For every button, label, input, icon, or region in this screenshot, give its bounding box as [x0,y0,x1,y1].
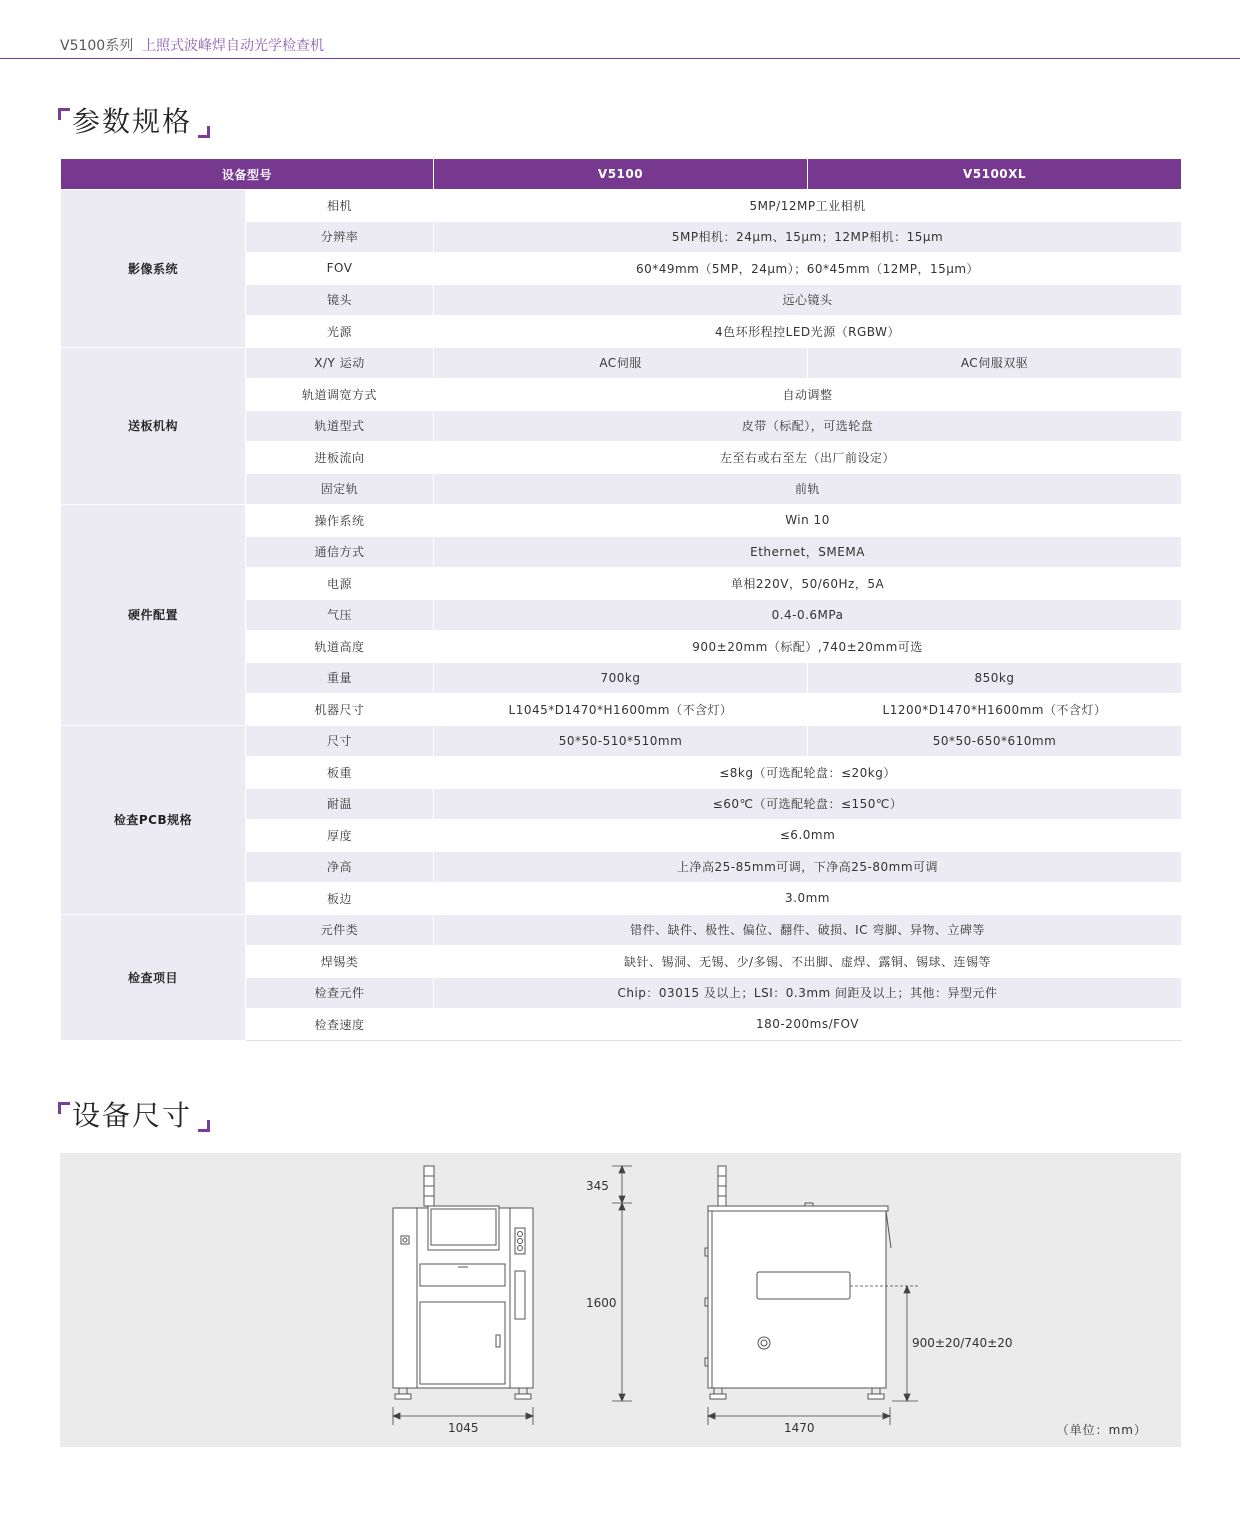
param-value: 5MP/12MP工业相机 [434,190,1182,222]
bracket-right-icon [198,126,210,138]
bracket-left-icon [58,1102,70,1114]
group-label: 送板机构 [61,347,246,505]
dims-section-title: 设备尺寸 [58,1096,218,1136]
param-label: 通信方式 [246,536,434,568]
param-label: 轨道型式 [246,410,434,442]
param-label: 进板流向 [246,442,434,474]
param-value: Chip：03015 及以上；LSI：0.3mm 间距及以上；其他：异型元件 [434,977,1182,1009]
rail-height-label: 900±20/740±20 [912,1336,1013,1350]
side-view-drawing [705,1166,891,1399]
param-value-v5100: AC伺服 [434,347,808,379]
series-name: V5100系列 [60,38,134,54]
param-value: ≤6.0mm [434,820,1182,852]
param-label: 轨道高度 [246,631,434,663]
header-col-v5100: V5100 [434,159,808,190]
param-value: Ethernet，SMEMA [434,536,1182,568]
param-value: ≤60℃（可选配轮盘：≤150℃） [434,788,1182,820]
param-value: 单相220V，50/60Hz，5A [434,568,1182,600]
param-label: 检查速度 [246,1009,434,1041]
param-value-v5100: L1045*D1470*H1600mm（不含灯） [434,694,808,726]
param-value: 皮带（标配），可选轮盘 [434,410,1182,442]
param-value: 左至右或右至左（出厂前设定） [434,442,1182,474]
param-value: 900±20mm（标配）,740±20mm可选 [434,631,1182,663]
param-value: 3.0mm [434,883,1182,915]
param-label: 气压 [246,599,434,631]
param-label: 板边 [246,883,434,915]
header-bar [0,0,1240,59]
param-label: X/Y 运动 [246,347,434,379]
table-row [61,914,1182,946]
param-value: 60*49mm（5MP，24μm）；60*45mm（12MP，15μm） [434,253,1182,285]
param-value: 180-200ms/FOV [434,1009,1182,1041]
param-label: 轨道调宽方式 [246,379,434,411]
param-label: 固定轨 [246,473,434,505]
bracket-left-icon [58,108,70,120]
machine-height-label: 1600 [586,1296,617,1310]
group-label: 硬件配置 [61,505,246,726]
machine-width-label: 1045 [448,1421,479,1435]
param-value-v5100xl: L1200*D1470*H1600mm（不含灯） [808,694,1182,726]
param-value: 缺针、锡洞、无锡、少/多锡、不出脚、虚焊、露铜、锡球、连锡等 [434,946,1182,978]
lamp-height-label: 345 [586,1179,609,1193]
param-label: 尺寸 [246,725,434,757]
header-col-v5100xl: V5100XL [808,159,1182,190]
param-label: 板重 [246,757,434,789]
param-label: 操作系统 [246,505,434,537]
param-value-v5100xl: 50*50-650*610mm [808,725,1182,757]
table-row [61,347,1182,379]
param-value: ≤8kg（可选配轮盘：≤20kg） [434,757,1182,789]
param-value-v5100xl: 850kg [808,662,1182,694]
param-value-v5100: 50*50-510*510mm [434,725,808,757]
param-label: 元件类 [246,914,434,946]
group-label: 影像系统 [61,190,246,348]
param-value: 远心镜头 [434,284,1182,316]
machine-depth-label: 1470 [784,1421,815,1435]
param-label: FOV [246,253,434,285]
param-label: 镜头 [246,284,434,316]
header-model: 设备型号 [61,159,434,190]
param-value: 5MP相机：24μm、15μm；12MP相机：15μm [434,221,1182,253]
param-value-v5100xl: AC伺服双驱 [808,347,1182,379]
table-row [61,505,1182,537]
spec-section-title: 参数规格 [58,102,218,142]
param-value: 自动调整 [434,379,1182,411]
param-label: 光源 [246,316,434,348]
param-label: 重量 [246,662,434,694]
bracket-right-icon [198,1120,210,1132]
param-label: 相机 [246,190,434,222]
param-label: 厚度 [246,820,434,852]
param-value: 错件、缺件、极性、偏位、翻件、破损、IC 弯脚、异物、立碑等 [434,914,1182,946]
param-label: 耐温 [246,788,434,820]
param-label: 电源 [246,568,434,600]
table-row [61,725,1182,757]
param-label: 机器尺寸 [246,694,434,726]
unit-note: （单位：mm） [1056,1423,1147,1437]
param-label: 净高 [246,851,434,883]
param-label: 分辨率 [246,221,434,253]
dimensions-panel [60,1153,1181,1447]
param-label: 焊锡类 [246,946,434,978]
param-value: 4色环形程控LED光源（RGBW） [434,316,1182,348]
param-value: 0.4-0.6MPa [434,599,1182,631]
table-header-row [61,159,1182,190]
machine-dimension-drawing [60,1153,1181,1447]
product-title: 上照式波峰焊自动光学检查机 [142,38,324,54]
param-value: 前轨 [434,473,1182,505]
table-row [61,190,1182,222]
param-value: Win 10 [434,505,1182,537]
param-value: 上净高25-85mm可调，下净高25-80mm可调 [434,851,1182,883]
spec-table [60,158,1182,1041]
group-label: 检查PCB规格 [61,725,246,914]
group-label: 检查项目 [61,914,246,1040]
param-value-v5100: 700kg [434,662,808,694]
front-view-drawing [393,1166,533,1399]
param-label: 检查元件 [246,977,434,1009]
